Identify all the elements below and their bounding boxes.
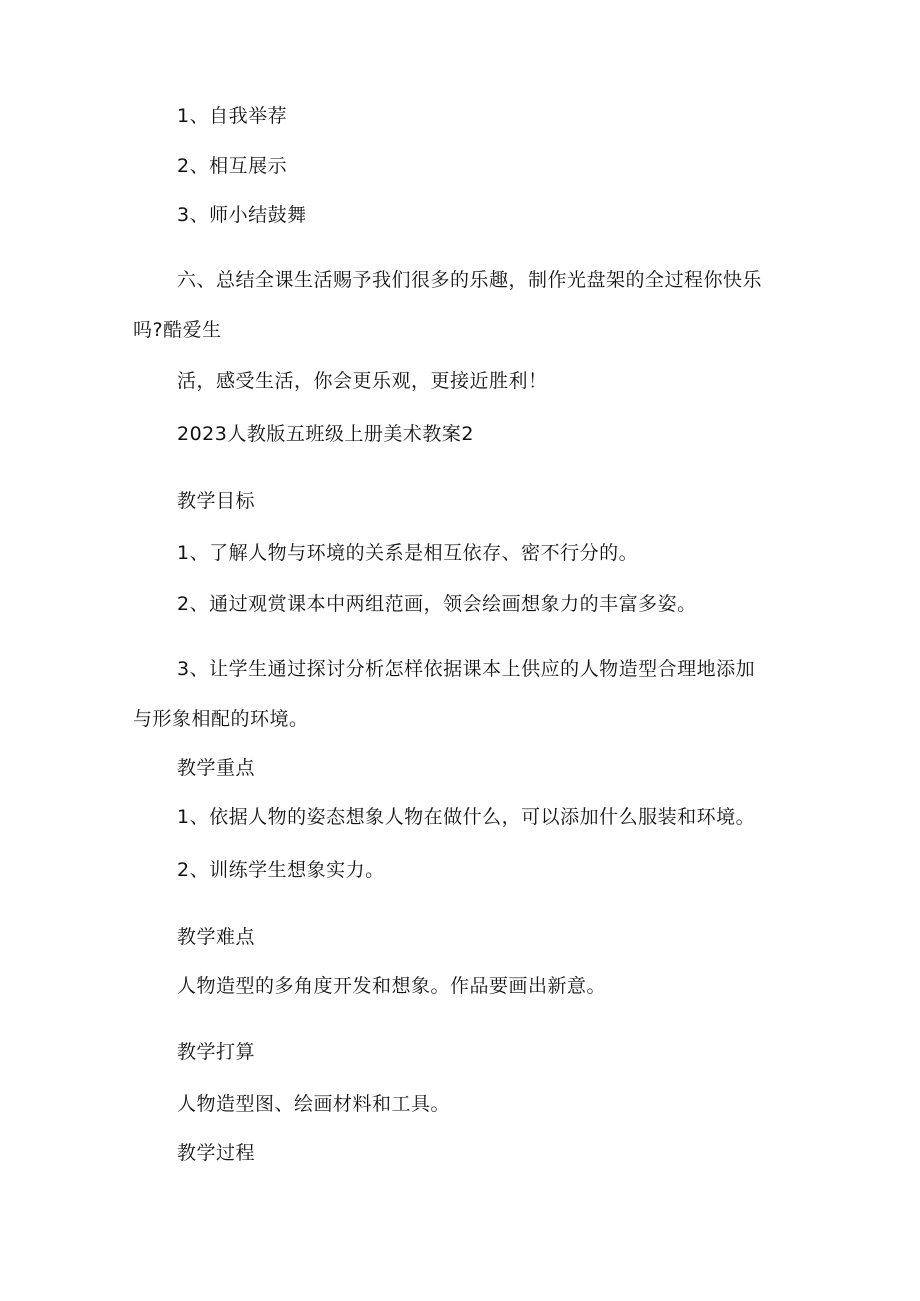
paragraph-line: 吗?酷爱生 bbox=[133, 319, 222, 341]
heading: 教学难点 bbox=[177, 926, 256, 948]
paragraph-line: 活，感受生活，你会更乐观，更接近胜利！ bbox=[177, 370, 548, 392]
list-item: 3、师小结鼓舞 bbox=[177, 204, 307, 226]
paragraph-line: 人物造型的多角度开发和想象。作品要画出新意。 bbox=[177, 975, 607, 997]
list-item: 1、了解人物与环境的关系是相互依存、密不行分的。 bbox=[177, 542, 639, 564]
list-item: 2、通过观赏课本中两组范画，领会绘画想象力的丰富多姿。 bbox=[177, 593, 697, 615]
paragraph-line: 六、总结全课生活赐予我们很多的乐趣，制作光盘架的全过程你快乐 bbox=[177, 269, 763, 291]
heading: 教学过程 bbox=[177, 1142, 256, 1164]
heading: 教学打算 bbox=[177, 1041, 256, 1063]
heading: 教学重点 bbox=[177, 757, 256, 779]
paragraph-line: 人物造型图、绘画材料和工具。 bbox=[177, 1093, 451, 1115]
list-item: 3、让学生通过探讨分析怎样依据课本上供应的人物造型合理地添加 bbox=[177, 658, 756, 680]
heading: 教学目标 bbox=[177, 490, 256, 512]
paragraph-line: 与形象相配的环境。 bbox=[133, 708, 309, 730]
list-item: 2、训练学生想象实力。 bbox=[177, 859, 385, 881]
list-item: 1、自我举荐 bbox=[177, 105, 288, 127]
list-item: 1、依据人物的姿态想象人物在做什么，可以添加什么服装和环境。 bbox=[177, 806, 756, 828]
list-item: 2、相互展示 bbox=[177, 155, 288, 177]
section-title: 2023人教版五班级上册美术教案2 bbox=[177, 423, 474, 445]
